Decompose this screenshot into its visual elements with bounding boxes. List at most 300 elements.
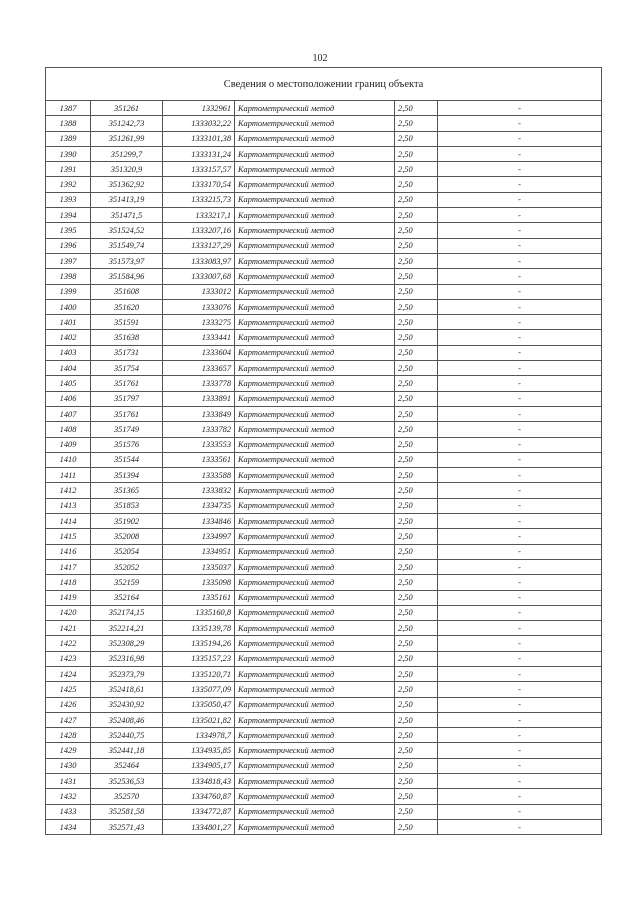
- method-cell: Картометрический метод: [235, 682, 395, 697]
- accuracy-cell: 2,50: [395, 376, 438, 391]
- method-cell: Картометрический метод: [235, 819, 395, 834]
- note-cell: -: [438, 299, 602, 314]
- note-cell: -: [438, 636, 602, 651]
- coordinate-x-cell: 352440,75: [91, 728, 163, 743]
- coordinate-y-cell: 1333083,97: [163, 253, 235, 268]
- coordinate-y-cell: 1333657: [163, 361, 235, 376]
- coordinate-x-cell: 351853: [91, 498, 163, 513]
- coordinate-x-cell: 351365: [91, 483, 163, 498]
- coordinate-x-cell: 351761: [91, 376, 163, 391]
- table-row: [46, 299, 602, 314]
- note-cell: -: [438, 498, 602, 513]
- point-number-cell: 1394: [46, 208, 91, 223]
- coordinate-x-cell: 351394: [91, 468, 163, 483]
- coordinate-y-cell: 1334818,43: [163, 774, 235, 789]
- table-row: [46, 712, 602, 727]
- coordinate-y-cell: 1333217,1: [163, 208, 235, 223]
- coordinate-x-cell: 351749: [91, 422, 163, 437]
- table-row: [46, 192, 602, 207]
- note-cell: -: [438, 192, 602, 207]
- coordinate-y-cell: 1335021,82: [163, 712, 235, 727]
- accuracy-cell: 2,50: [395, 559, 438, 574]
- note-cell: -: [438, 162, 602, 177]
- table-row: [46, 253, 602, 268]
- method-cell: Картометрический метод: [235, 498, 395, 513]
- accuracy-cell: 2,50: [395, 208, 438, 223]
- coordinate-x-cell: 352316,98: [91, 651, 163, 666]
- note-cell: -: [438, 728, 602, 743]
- coordinate-x-cell: 351608: [91, 284, 163, 299]
- accuracy-cell: 2,50: [395, 162, 438, 177]
- method-cell: Картометрический метод: [235, 361, 395, 376]
- coordinate-y-cell: 1333215,73: [163, 192, 235, 207]
- table-row: [46, 605, 602, 620]
- note-cell: -: [438, 789, 602, 804]
- accuracy-cell: 2,50: [395, 238, 438, 253]
- coordinate-x-cell: 352441,18: [91, 743, 163, 758]
- method-cell: Картометрический метод: [235, 315, 395, 330]
- point-number-cell: 1430: [46, 758, 91, 773]
- table-title: Сведения о местоположении границ объекта: [46, 68, 602, 101]
- coordinate-y-cell: 1334951: [163, 544, 235, 559]
- coordinate-y-cell: 1335050,47: [163, 697, 235, 712]
- note-cell: -: [438, 483, 602, 498]
- table-row: [46, 636, 602, 651]
- point-number-cell: 1388: [46, 116, 91, 131]
- coordinate-x-cell: 351242,73: [91, 116, 163, 131]
- note-cell: -: [438, 697, 602, 712]
- coordinate-x-cell: 352536,53: [91, 774, 163, 789]
- method-cell: Картометрический метод: [235, 575, 395, 590]
- point-number-cell: 1418: [46, 575, 91, 590]
- point-number-cell: 1407: [46, 406, 91, 421]
- method-cell: Картометрический метод: [235, 712, 395, 727]
- table-row: [46, 743, 602, 758]
- method-cell: Картометрический метод: [235, 299, 395, 314]
- table-row: [46, 452, 602, 467]
- coordinate-x-cell: 351576: [91, 437, 163, 452]
- table-row: [46, 529, 602, 544]
- point-number-cell: 1413: [46, 498, 91, 513]
- accuracy-cell: 2,50: [395, 575, 438, 590]
- table-row: [46, 697, 602, 712]
- method-cell: Картометрический метод: [235, 223, 395, 238]
- coordinate-y-cell: 1334772,87: [163, 804, 235, 819]
- point-number-cell: 1431: [46, 774, 91, 789]
- accuracy-cell: 2,50: [395, 315, 438, 330]
- point-number-cell: 1420: [46, 605, 91, 620]
- table-row: [46, 666, 602, 681]
- point-number-cell: 1425: [46, 682, 91, 697]
- note-cell: -: [438, 177, 602, 192]
- accuracy-cell: 2,50: [395, 605, 438, 620]
- page-number: 102: [312, 53, 328, 64]
- coordinate-y-cell: 1333101,38: [163, 131, 235, 146]
- point-number-cell: 1405: [46, 376, 91, 391]
- coordinate-y-cell: 1333157,57: [163, 162, 235, 177]
- note-cell: -: [438, 514, 602, 529]
- accuracy-cell: 2,50: [395, 682, 438, 697]
- accuracy-cell: 2,50: [395, 452, 438, 467]
- accuracy-cell: 2,50: [395, 621, 438, 636]
- accuracy-cell: 2,50: [395, 514, 438, 529]
- coordinate-x-cell: 351761: [91, 406, 163, 421]
- table-row: [46, 345, 602, 360]
- point-number-cell: 1399: [46, 284, 91, 299]
- coordinate-y-cell: 1335194,26: [163, 636, 235, 651]
- table-row: [46, 391, 602, 406]
- table-row: [46, 483, 602, 498]
- method-cell: Картометрический метод: [235, 452, 395, 467]
- point-number-cell: 1419: [46, 590, 91, 605]
- point-number-cell: 1401: [46, 315, 91, 330]
- coordinate-x-cell: 351413,19: [91, 192, 163, 207]
- accuracy-cell: 2,50: [395, 116, 438, 131]
- accuracy-cell: 2,50: [395, 345, 438, 360]
- coordinate-y-cell: 1334760,87: [163, 789, 235, 804]
- coordinate-y-cell: 1335157,23: [163, 651, 235, 666]
- point-number-cell: 1406: [46, 391, 91, 406]
- note-cell: -: [438, 804, 602, 819]
- note-cell: -: [438, 819, 602, 834]
- method-cell: Картометрический метод: [235, 116, 395, 131]
- note-cell: -: [438, 682, 602, 697]
- accuracy-cell: 2,50: [395, 269, 438, 284]
- method-cell: Картометрический метод: [235, 406, 395, 421]
- note-cell: -: [438, 330, 602, 345]
- note-cell: -: [438, 361, 602, 376]
- table-row: [46, 376, 602, 391]
- method-cell: Картометрический метод: [235, 437, 395, 452]
- method-cell: Картометрический метод: [235, 238, 395, 253]
- coordinate-x-cell: 351797: [91, 391, 163, 406]
- table-row: [46, 406, 602, 421]
- method-cell: Картометрический метод: [235, 101, 395, 116]
- coordinate-y-cell: 1333553: [163, 437, 235, 452]
- coordinate-y-cell: 1335098: [163, 575, 235, 590]
- note-cell: -: [438, 651, 602, 666]
- method-cell: Картометрический метод: [235, 651, 395, 666]
- point-number-cell: 1423: [46, 651, 91, 666]
- coordinate-y-cell: 1333207,16: [163, 223, 235, 238]
- table-row: [46, 162, 602, 177]
- note-cell: -: [438, 559, 602, 574]
- table-row: [46, 269, 602, 284]
- method-cell: Картометрический метод: [235, 330, 395, 345]
- note-cell: -: [438, 253, 602, 268]
- method-cell: Картометрический метод: [235, 162, 395, 177]
- point-number-cell: 1433: [46, 804, 91, 819]
- accuracy-cell: 2,50: [395, 284, 438, 299]
- coordinate-x-cell: 351524,52: [91, 223, 163, 238]
- point-number-cell: 1397: [46, 253, 91, 268]
- table-row: [46, 682, 602, 697]
- coordinate-y-cell: 1334905,17: [163, 758, 235, 773]
- accuracy-cell: 2,50: [395, 437, 438, 452]
- accuracy-cell: 2,50: [395, 330, 438, 345]
- coordinate-y-cell: 1333782: [163, 422, 235, 437]
- note-cell: -: [438, 758, 602, 773]
- note-cell: -: [438, 743, 602, 758]
- accuracy-cell: 2,50: [395, 361, 438, 376]
- table-row: [46, 315, 602, 330]
- note-cell: -: [438, 437, 602, 452]
- coordinate-y-cell: 1333604: [163, 345, 235, 360]
- coordinate-y-cell: 1334997: [163, 529, 235, 544]
- accuracy-cell: 2,50: [395, 774, 438, 789]
- coordinate-x-cell: 351573,97: [91, 253, 163, 268]
- point-number-cell: 1400: [46, 299, 91, 314]
- coordinate-x-cell: 351471,5: [91, 208, 163, 223]
- coordinate-y-cell: 1333032,22: [163, 116, 235, 131]
- table-row: [46, 330, 602, 345]
- table-row: [46, 774, 602, 789]
- coordinate-x-cell: 352464: [91, 758, 163, 773]
- table-row: [46, 498, 602, 513]
- method-cell: Картометрический метод: [235, 544, 395, 559]
- point-number-cell: 1412: [46, 483, 91, 498]
- method-cell: Картометрический метод: [235, 590, 395, 605]
- accuracy-cell: 2,50: [395, 468, 438, 483]
- note-cell: -: [438, 269, 602, 284]
- accuracy-cell: 2,50: [395, 146, 438, 161]
- accuracy-cell: 2,50: [395, 253, 438, 268]
- point-number-cell: 1424: [46, 666, 91, 681]
- point-number-cell: 1387: [46, 101, 91, 116]
- note-cell: -: [438, 131, 602, 146]
- point-number-cell: 1392: [46, 177, 91, 192]
- point-number-cell: 1427: [46, 712, 91, 727]
- table-row: [46, 819, 602, 834]
- table-row: [46, 422, 602, 437]
- accuracy-cell: 2,50: [395, 819, 438, 834]
- accuracy-cell: 2,50: [395, 728, 438, 743]
- note-cell: -: [438, 422, 602, 437]
- method-cell: Картометрический метод: [235, 605, 395, 620]
- note-cell: -: [438, 529, 602, 544]
- point-number-cell: 1414: [46, 514, 91, 529]
- table-row: [46, 361, 602, 376]
- method-cell: Картометрический метод: [235, 758, 395, 773]
- accuracy-cell: 2,50: [395, 101, 438, 116]
- accuracy-cell: 2,50: [395, 177, 438, 192]
- accuracy-cell: 2,50: [395, 223, 438, 238]
- coordinate-x-cell: 351549,74: [91, 238, 163, 253]
- point-number-cell: 1426: [46, 697, 91, 712]
- method-cell: Картометрический метод: [235, 269, 395, 284]
- table-row: [46, 758, 602, 773]
- coordinate-x-cell: 352418,61: [91, 682, 163, 697]
- note-cell: -: [438, 544, 602, 559]
- coordinate-x-cell: 352054: [91, 544, 163, 559]
- coordinate-x-cell: 352308,29: [91, 636, 163, 651]
- coordinate-y-cell: 1333588: [163, 468, 235, 483]
- accuracy-cell: 2,50: [395, 590, 438, 605]
- method-cell: Картометрический метод: [235, 743, 395, 758]
- accuracy-cell: 2,50: [395, 666, 438, 681]
- accuracy-cell: 2,50: [395, 131, 438, 146]
- coordinate-y-cell: 1333832: [163, 483, 235, 498]
- point-number-cell: 1416: [46, 544, 91, 559]
- boundary-coordinates-table: [45, 67, 602, 835]
- method-cell: Картометрический метод: [235, 345, 395, 360]
- coordinate-y-cell: 1333127,29: [163, 238, 235, 253]
- table-row: [46, 131, 602, 146]
- note-cell: -: [438, 238, 602, 253]
- note-cell: -: [438, 590, 602, 605]
- coordinate-y-cell: 1335037: [163, 559, 235, 574]
- coordinate-y-cell: 1333778: [163, 376, 235, 391]
- coordinate-y-cell: 1335120,71: [163, 666, 235, 681]
- point-number-cell: 1404: [46, 361, 91, 376]
- table-row: [46, 804, 602, 819]
- point-number-cell: 1428: [46, 728, 91, 743]
- table-row: [46, 590, 602, 605]
- table-row: [46, 651, 602, 666]
- point-number-cell: 1402: [46, 330, 91, 345]
- coordinate-y-cell: 1333891: [163, 391, 235, 406]
- point-number-cell: 1398: [46, 269, 91, 284]
- note-cell: -: [438, 452, 602, 467]
- coordinate-x-cell: 351584,96: [91, 269, 163, 284]
- note-cell: -: [438, 376, 602, 391]
- point-number-cell: 1391: [46, 162, 91, 177]
- table-row: [46, 146, 602, 161]
- coordinate-x-cell: 352174,15: [91, 605, 163, 620]
- note-cell: -: [438, 146, 602, 161]
- coordinate-y-cell: 1334935,85: [163, 743, 235, 758]
- note-cell: -: [438, 406, 602, 421]
- accuracy-cell: 2,50: [395, 651, 438, 666]
- coordinate-x-cell: 352408,46: [91, 712, 163, 727]
- accuracy-cell: 2,50: [395, 804, 438, 819]
- note-cell: -: [438, 468, 602, 483]
- method-cell: Картометрический метод: [235, 468, 395, 483]
- point-number-cell: 1390: [46, 146, 91, 161]
- coordinate-y-cell: 1333561: [163, 452, 235, 467]
- coordinate-y-cell: 1333012: [163, 284, 235, 299]
- method-cell: Картометрический метод: [235, 192, 395, 207]
- point-number-cell: 1411: [46, 468, 91, 483]
- table-row: [46, 437, 602, 452]
- accuracy-cell: 2,50: [395, 406, 438, 421]
- table-row: [46, 559, 602, 574]
- note-cell: -: [438, 284, 602, 299]
- table-row: [46, 728, 602, 743]
- note-cell: -: [438, 575, 602, 590]
- coordinate-x-cell: 351754: [91, 361, 163, 376]
- accuracy-cell: 2,50: [395, 483, 438, 498]
- coordinate-x-cell: 351261,99: [91, 131, 163, 146]
- coordinate-y-cell: 1333131,24: [163, 146, 235, 161]
- point-number-cell: 1410: [46, 452, 91, 467]
- method-cell: Картометрический метод: [235, 146, 395, 161]
- accuracy-cell: 2,50: [395, 299, 438, 314]
- note-cell: -: [438, 391, 602, 406]
- method-cell: Картометрический метод: [235, 559, 395, 574]
- table-row: [46, 238, 602, 253]
- table-row: [46, 575, 602, 590]
- table-row: [46, 284, 602, 299]
- point-number-cell: 1415: [46, 529, 91, 544]
- note-cell: -: [438, 712, 602, 727]
- method-cell: Картометрический метод: [235, 529, 395, 544]
- note-cell: -: [438, 101, 602, 116]
- point-number-cell: 1395: [46, 223, 91, 238]
- coordinate-x-cell: 352159: [91, 575, 163, 590]
- coordinate-x-cell: 351299,7: [91, 146, 163, 161]
- method-cell: Картометрический метод: [235, 697, 395, 712]
- coordinate-y-cell: 1333170,54: [163, 177, 235, 192]
- point-number-cell: 1396: [46, 238, 91, 253]
- method-cell: Картометрический метод: [235, 636, 395, 651]
- note-cell: -: [438, 774, 602, 789]
- accuracy-cell: 2,50: [395, 422, 438, 437]
- coordinate-y-cell: 1334801,27: [163, 819, 235, 834]
- coordinate-y-cell: 1332961: [163, 101, 235, 116]
- point-number-cell: 1393: [46, 192, 91, 207]
- coordinate-x-cell: 352430,92: [91, 697, 163, 712]
- method-cell: Картометрический метод: [235, 804, 395, 819]
- coordinate-y-cell: 1335077,09: [163, 682, 235, 697]
- accuracy-cell: 2,50: [395, 192, 438, 207]
- method-cell: Картометрический метод: [235, 131, 395, 146]
- coordinate-x-cell: 352373,79: [91, 666, 163, 681]
- coordinate-x-cell: 351731: [91, 345, 163, 360]
- table-row: [46, 116, 602, 131]
- accuracy-cell: 2,50: [395, 697, 438, 712]
- method-cell: Картометрический метод: [235, 253, 395, 268]
- table-row: [46, 177, 602, 192]
- accuracy-cell: 2,50: [395, 544, 438, 559]
- coordinate-x-cell: 351620: [91, 299, 163, 314]
- method-cell: Картометрический метод: [235, 774, 395, 789]
- table-row: [46, 223, 602, 238]
- coordinate-x-cell: 352570: [91, 789, 163, 804]
- method-cell: Картометрический метод: [235, 376, 395, 391]
- coordinate-x-cell: 351591: [91, 315, 163, 330]
- point-number-cell: 1432: [46, 789, 91, 804]
- note-cell: -: [438, 223, 602, 238]
- point-number-cell: 1403: [46, 345, 91, 360]
- point-number-cell: 1417: [46, 559, 91, 574]
- coordinate-y-cell: 1333076: [163, 299, 235, 314]
- note-cell: -: [438, 315, 602, 330]
- coordinate-x-cell: 352571,43: [91, 819, 163, 834]
- method-cell: Картометрический метод: [235, 621, 395, 636]
- coordinate-y-cell: 1333441: [163, 330, 235, 345]
- table-row: [46, 101, 602, 116]
- point-number-cell: 1429: [46, 743, 91, 758]
- method-cell: Картометрический метод: [235, 666, 395, 681]
- point-number-cell: 1409: [46, 437, 91, 452]
- accuracy-cell: 2,50: [395, 743, 438, 758]
- note-cell: -: [438, 666, 602, 681]
- coordinate-x-cell: 352008: [91, 529, 163, 544]
- accuracy-cell: 2,50: [395, 712, 438, 727]
- table-row: [46, 544, 602, 559]
- coordinate-x-cell: 351320,9: [91, 162, 163, 177]
- method-cell: Картометрический метод: [235, 177, 395, 192]
- coordinate-x-cell: 351362,92: [91, 177, 163, 192]
- note-cell: -: [438, 345, 602, 360]
- table-row: [46, 621, 602, 636]
- accuracy-cell: 2,50: [395, 529, 438, 544]
- point-number-cell: 1389: [46, 131, 91, 146]
- coordinate-y-cell: 1333007,68: [163, 269, 235, 284]
- coordinate-x-cell: 351638: [91, 330, 163, 345]
- coordinate-y-cell: 1335139,78: [163, 621, 235, 636]
